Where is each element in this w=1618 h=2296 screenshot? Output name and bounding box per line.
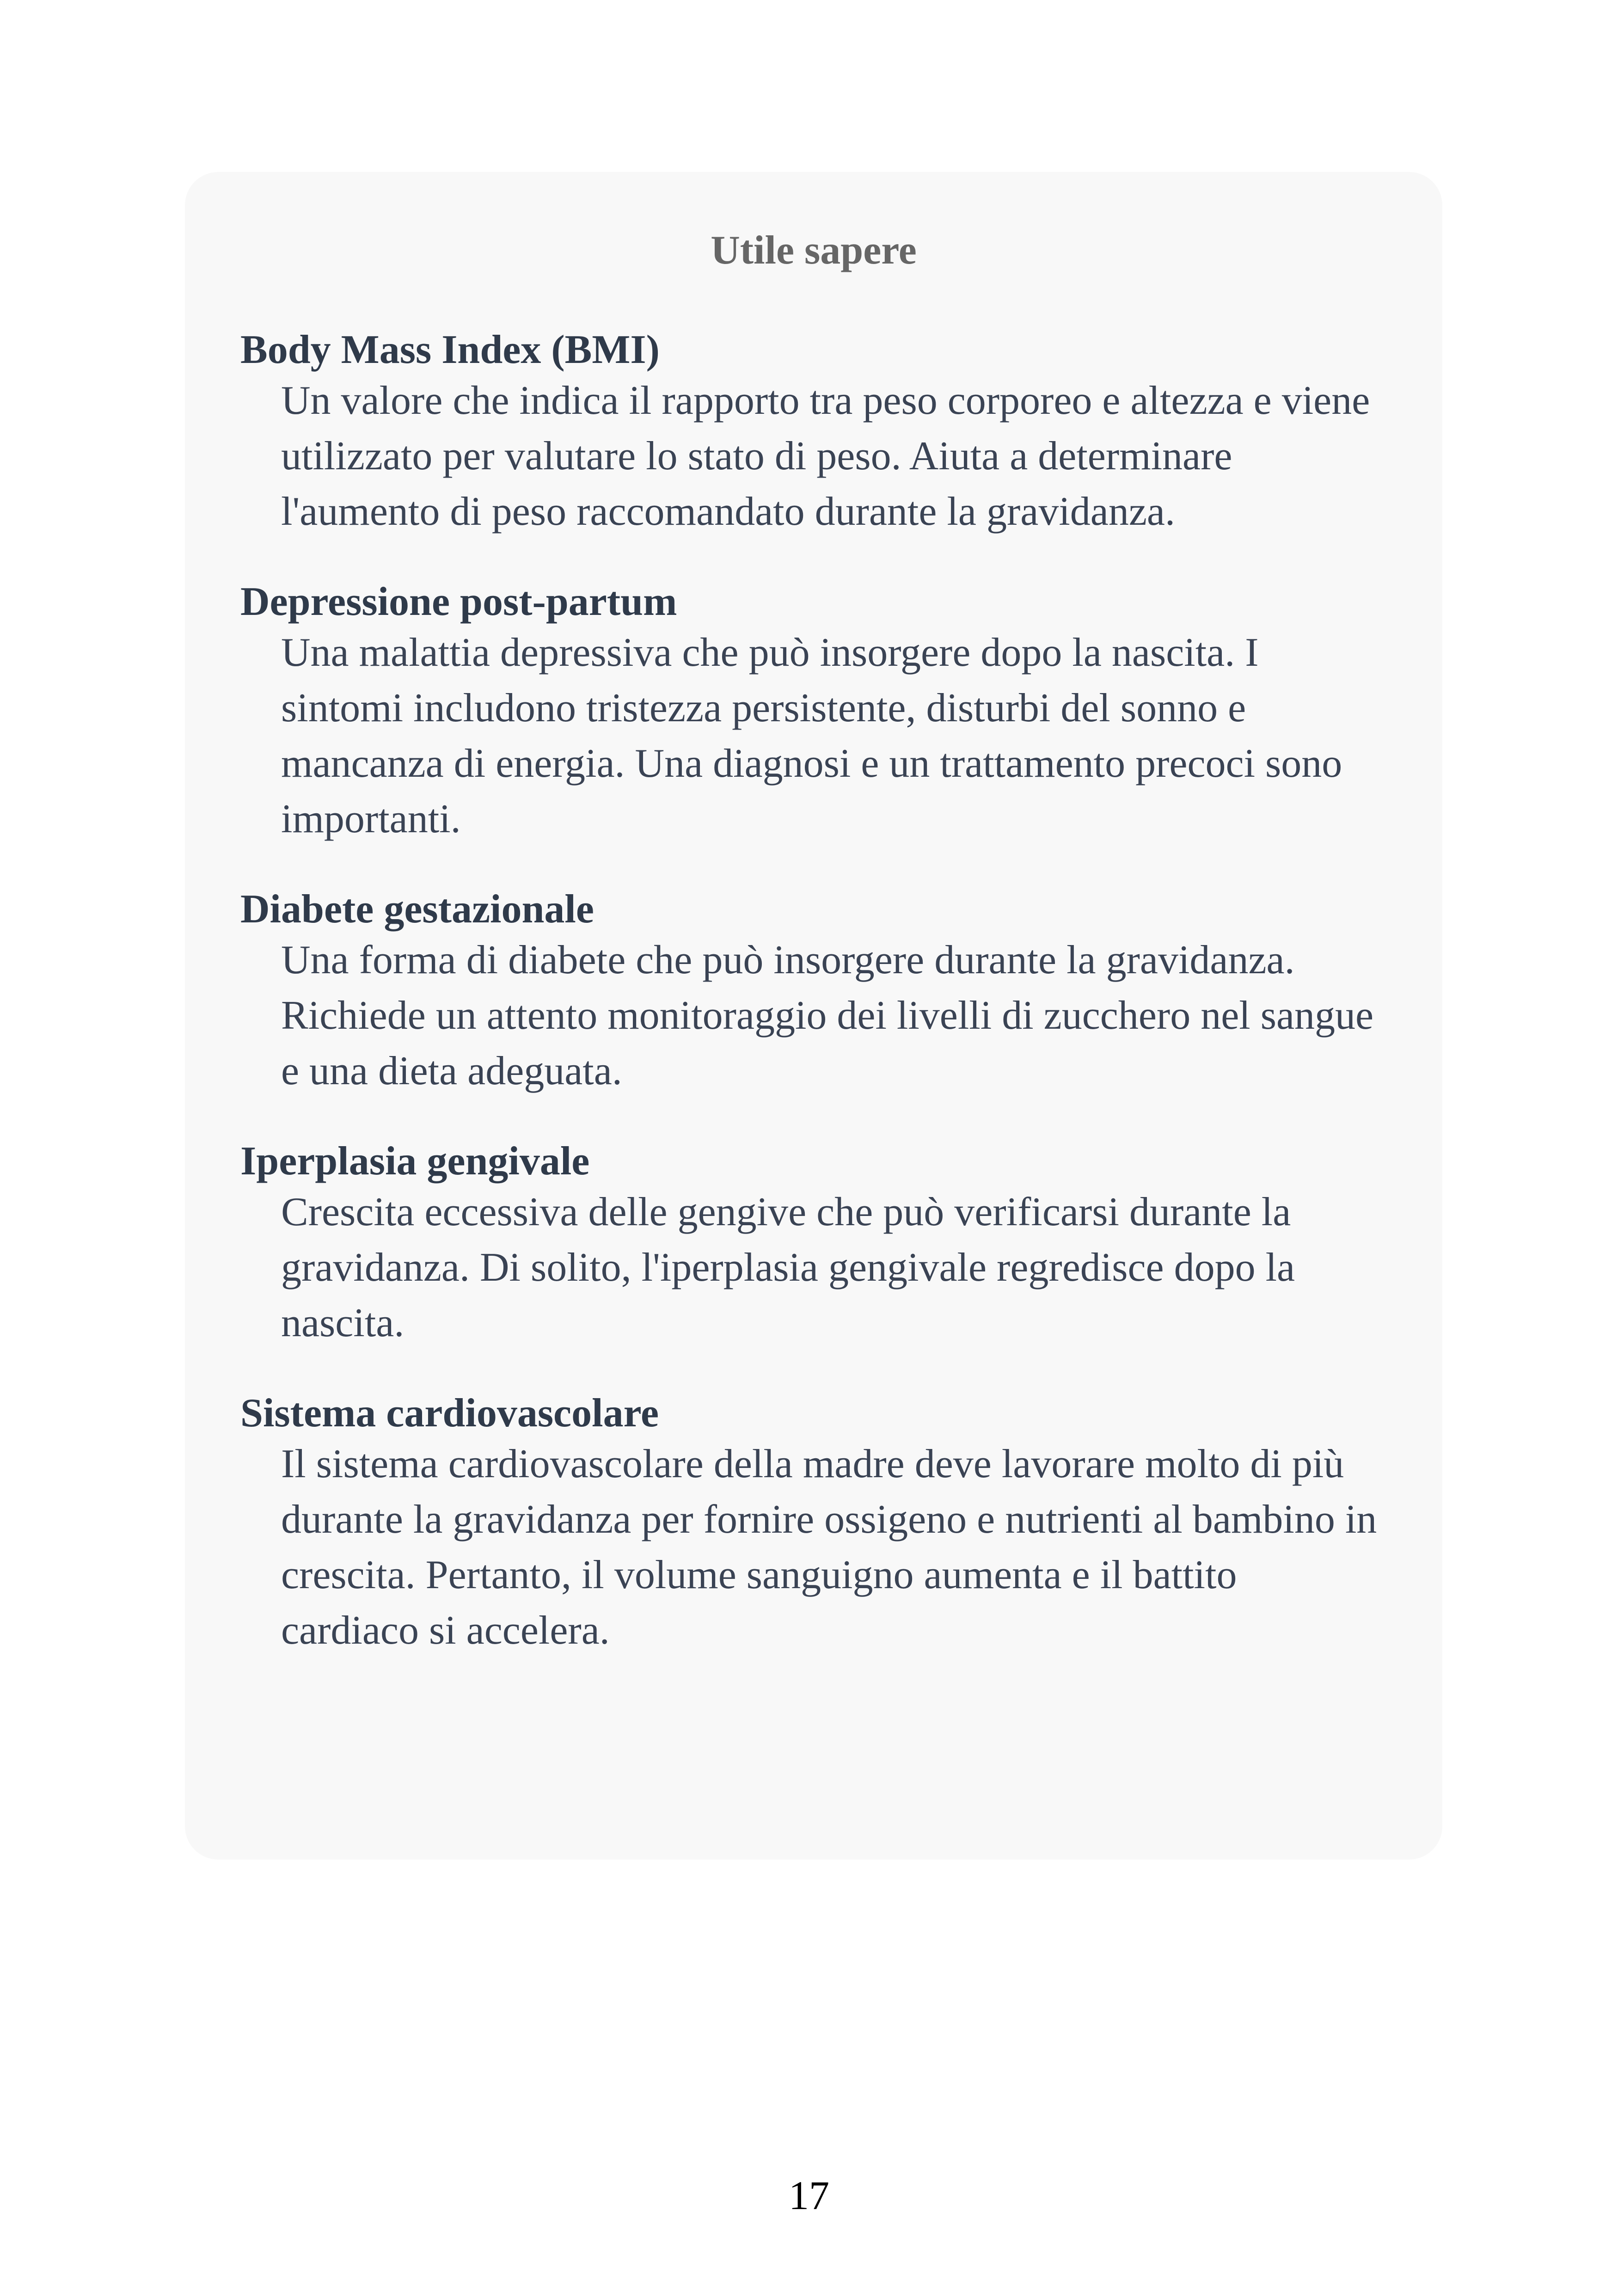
glossary-entry-cardiovascular-system [240, 1390, 1387, 1658]
glossary-term: Diabete gestazionale [240, 887, 594, 932]
glossary-term: Iperplasia gengivale [240, 1139, 590, 1184]
glossary-term: Depressione post-partum [240, 579, 677, 624]
glossary-definition: Il sistema cardiovascolare della madre deve lavorare molto di più durante la gravidanza per fornire ossigeno e nutrienti al bambino in crescita. Pertanto, il volume sanguigno aumenta e il battito cardiaco si accelera. [281, 1442, 1377, 1653]
glossary-entry-gestational-diabetes [240, 886, 1387, 1099]
glossary-definition: Crescita eccessiva delle gengive che può verificarsi durante la gravidanza. Di solito, l'iperplasia gengivale regredisce dopo la nascita. [281, 1190, 1295, 1345]
glossary-entry-bmi [240, 327, 1387, 540]
glossary-entry-postpartum-depression [240, 579, 1387, 847]
glossary-term: Sistema cardiovascolare [240, 1391, 659, 1436]
box-title: Utile sapere [711, 228, 917, 273]
glossary-entry-gingival-hyperplasia [240, 1138, 1387, 1351]
info-box [185, 172, 1442, 1860]
page-number: 17 [789, 2173, 829, 2218]
glossary-definition: Una malattia depressiva che può insorgere dopo la nascita. I sintomi includono tristezza persistente, disturbi del sonno e mancanza di energia. Una diagnosi e un trattamento precoci sono importanti. [281, 630, 1342, 841]
glossary-term: Body Mass Index (BMI) [240, 327, 660, 372]
glossary-list [240, 327, 1387, 1658]
glossary-definition: Un valore che indica il rapporto tra peso corporeo e altezza e viene utilizzato per valutare lo stato di peso. Aiuta a determinare l'aumento di peso raccomandato durante la gravidanza. [281, 378, 1370, 534]
glossary-definition: Una forma di diabete che può insorgere durante la gravidanza. Richiede un attento monitoraggio dei livelli di zucchero nel sangue e una dieta adeguata. [281, 938, 1374, 1093]
